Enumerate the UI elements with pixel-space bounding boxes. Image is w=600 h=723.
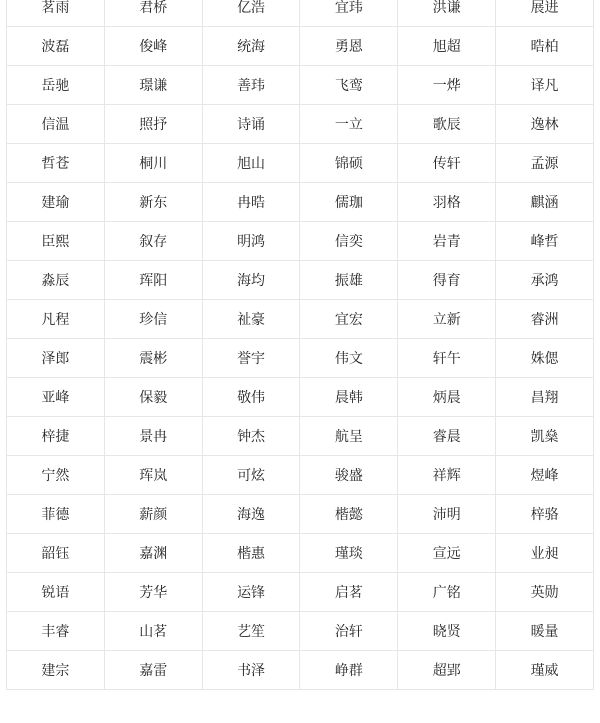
- table-row: [7, 261, 594, 300]
- name-cell: 统海: [202, 27, 300, 66]
- table-row: [7, 612, 594, 651]
- name-cell: 治轩: [300, 612, 398, 651]
- name-cell: 晓贤: [398, 612, 496, 651]
- name-cell: 珲阳: [104, 261, 202, 300]
- name-cell: 明鸿: [202, 222, 300, 261]
- name-cell: 艺笙: [202, 612, 300, 651]
- name-cell: 立新: [398, 300, 496, 339]
- table-row: [7, 66, 594, 105]
- name-cell: 沛明: [398, 495, 496, 534]
- name-cell: 昌翔: [496, 378, 594, 417]
- name-cell: 海均: [202, 261, 300, 300]
- name-cell: 楷懿: [300, 495, 398, 534]
- name-cell: 旭超: [398, 27, 496, 66]
- name-cell: 逸林: [496, 105, 594, 144]
- name-cell: 炳晨: [398, 378, 496, 417]
- table-row: [7, 651, 594, 690]
- table-row: [7, 456, 594, 495]
- name-cell: 飞鸾: [300, 66, 398, 105]
- name-cell: 凯燊: [496, 417, 594, 456]
- name-cell: 旭山: [202, 144, 300, 183]
- name-cell: 俊峰: [104, 27, 202, 66]
- table-row: [7, 378, 594, 417]
- name-cell: 祥辉: [398, 456, 496, 495]
- name-cell: 丰睿: [7, 612, 105, 651]
- name-cell: 睿洲: [496, 300, 594, 339]
- name-cell: 广铭: [398, 573, 496, 612]
- name-cell: 保毅: [104, 378, 202, 417]
- name-cell: 一烨: [398, 66, 496, 105]
- name-cell: 宜宏: [300, 300, 398, 339]
- name-cell: 珍信: [104, 300, 202, 339]
- name-cell: 歌辰: [398, 105, 496, 144]
- name-cell: 峰哲: [496, 222, 594, 261]
- name-cell: 英勋: [496, 573, 594, 612]
- table-row: [7, 534, 594, 573]
- name-cell: 骏盛: [300, 456, 398, 495]
- name-cell: 冉晧: [202, 183, 300, 222]
- name-cell: 茗雨: [7, 0, 105, 27]
- name-cell: 煜峰: [496, 456, 594, 495]
- table-row: [7, 183, 594, 222]
- name-cell: 超郢: [398, 651, 496, 690]
- name-cell: 姝偲: [496, 339, 594, 378]
- name-cell: 晧柏: [496, 27, 594, 66]
- name-cell: 得育: [398, 261, 496, 300]
- name-cell: 岳驰: [7, 66, 105, 105]
- name-cell: 淼辰: [7, 261, 105, 300]
- name-cell: 敬伟: [202, 378, 300, 417]
- name-cell: 信温: [7, 105, 105, 144]
- name-cell: 一立: [300, 105, 398, 144]
- name-cell: 嘉雷: [104, 651, 202, 690]
- name-cell: 信奕: [300, 222, 398, 261]
- name-cell: 桐川: [104, 144, 202, 183]
- name-cell: 宣远: [398, 534, 496, 573]
- table-row: [7, 222, 594, 261]
- name-cell: 珲岚: [104, 456, 202, 495]
- name-cell: 诗诵: [202, 105, 300, 144]
- name-cell: 梓捷: [7, 417, 105, 456]
- name-cell: 传轩: [398, 144, 496, 183]
- name-cell: 译凡: [496, 66, 594, 105]
- name-cell: 轩午: [398, 339, 496, 378]
- table-body: [7, 0, 594, 690]
- name-cell: 亿浩: [202, 0, 300, 27]
- name-cell: 伟文: [300, 339, 398, 378]
- name-cell: 暖量: [496, 612, 594, 651]
- name-cell: 勇恩: [300, 27, 398, 66]
- name-cell: 岩青: [398, 222, 496, 261]
- name-cell: 景冉: [104, 417, 202, 456]
- name-cell: 锐语: [7, 573, 105, 612]
- name-cell: 启茗: [300, 573, 398, 612]
- name-cell: 誉宇: [202, 339, 300, 378]
- name-cell: 亚峰: [7, 378, 105, 417]
- table-row: [7, 495, 594, 534]
- name-cell: 波磊: [7, 27, 105, 66]
- name-cell: 可炫: [202, 456, 300, 495]
- name-cell: 锦硕: [300, 144, 398, 183]
- name-cell: 菲德: [7, 495, 105, 534]
- name-cell: 晨韩: [300, 378, 398, 417]
- name-cell: 薪颜: [104, 495, 202, 534]
- name-cell: 善玮: [202, 66, 300, 105]
- name-cell: 睿晨: [398, 417, 496, 456]
- name-cell: 臣熙: [7, 222, 105, 261]
- name-cell: 泽郎: [7, 339, 105, 378]
- name-cell: 承鸿: [496, 261, 594, 300]
- name-cell: 麒涵: [496, 183, 594, 222]
- name-cell: 运锋: [202, 573, 300, 612]
- name-cell: 新东: [104, 183, 202, 222]
- name-cell: 钟杰: [202, 417, 300, 456]
- table-row: [7, 573, 594, 612]
- name-cell: 哲苍: [7, 144, 105, 183]
- name-cell: 照抒: [104, 105, 202, 144]
- name-cell: 璟谦: [104, 66, 202, 105]
- table-row: [7, 339, 594, 378]
- name-cell: 宜玮: [300, 0, 398, 27]
- name-cell: 振雄: [300, 261, 398, 300]
- name-cell: 祉豪: [202, 300, 300, 339]
- name-cell: 芳华: [104, 573, 202, 612]
- name-cell: 建宗: [7, 651, 105, 690]
- name-cell: 山茗: [104, 612, 202, 651]
- table-row: [7, 417, 594, 456]
- name-cell: 洪谦: [398, 0, 496, 27]
- name-cell: 瑾威: [496, 651, 594, 690]
- name-cell: 业昶: [496, 534, 594, 573]
- name-cell: 展进: [496, 0, 594, 27]
- name-cell: 书泽: [202, 651, 300, 690]
- name-cell: 瑾琰: [300, 534, 398, 573]
- table-row: [7, 105, 594, 144]
- name-cell: 海逸: [202, 495, 300, 534]
- table-row: [7, 0, 594, 27]
- name-cell: 羽格: [398, 183, 496, 222]
- name-cell: 君桥: [104, 0, 202, 27]
- table-row: [7, 27, 594, 66]
- name-cell: 震彬: [104, 339, 202, 378]
- name-cell: 宁然: [7, 456, 105, 495]
- name-cell: 韶钰: [7, 534, 105, 573]
- name-cell: 孟源: [496, 144, 594, 183]
- name-cell: 楷惠: [202, 534, 300, 573]
- name-cell: 梓骆: [496, 495, 594, 534]
- table-row: [7, 144, 594, 183]
- name-cell: 嘉渊: [104, 534, 202, 573]
- name-cell: 叙存: [104, 222, 202, 261]
- table-row: [7, 300, 594, 339]
- name-table: [6, 0, 594, 690]
- name-cell: 建瑜: [7, 183, 105, 222]
- name-cell: 凡程: [7, 300, 105, 339]
- name-cell: 峥群: [300, 651, 398, 690]
- name-cell: 航呈: [300, 417, 398, 456]
- name-cell: 儒珈: [300, 183, 398, 222]
